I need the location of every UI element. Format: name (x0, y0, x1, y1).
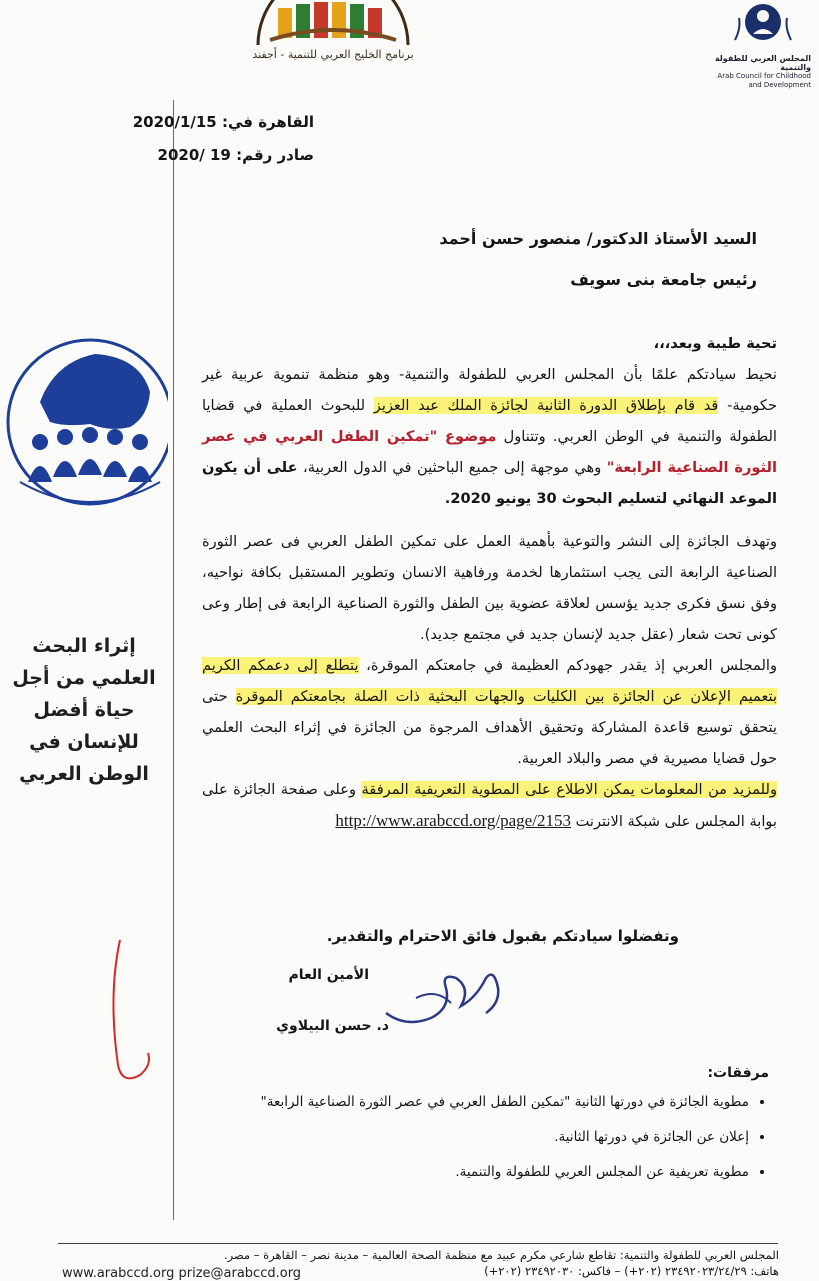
paragraph-request (202, 650, 777, 774)
prize-slogan: إثراء البحث العلمي من أجل حياة أفضل للإنسان في الوطن العربي (12, 635, 156, 785)
recipient-name: السيد الأستاذ الدكتور/ منصور حسن أحمد (439, 229, 757, 248)
attachment-item: • إعلان عن الجائزة في دورتها الثانية. (169, 1128, 749, 1146)
agfund-caption: برنامج الخليج العربي للتنمية - أجفند (252, 48, 414, 61)
p4-highlight: وللمزيد من المعلومات يمكن الاطلاع على المطوية التعريفية المرفقة (361, 781, 778, 798)
reference-value: 2020/ 19 (157, 146, 231, 164)
footer-divider (58, 1243, 778, 1244)
red-pen-mark (100, 935, 170, 1095)
p1-highlight: قد قام بإطلاق الدورة الثانية لجائزة الملك عبد العزيز (373, 397, 719, 414)
prize-page-link[interactable]: http://www.arabccd.org/page/2153 (335, 811, 571, 830)
p1-topic: "تمكين الطفل العربي في عصر الثورة الصناعية الرابعة" (202, 428, 777, 476)
reference-row (158, 146, 314, 164)
p1-context: للبحوث العملية في قضايا الطفولة والتنمية في الوطن العربي. وتتناول (202, 397, 777, 445)
p1-deadline: على أن يكون الموعد النهائي لتسليم البحوث 30 يونيو 2020. (202, 459, 777, 507)
paragraph-goals: وتهدف الجائزة إلى النشر والتوعية بأهمية العمل على تمكين الطفل العربي فى عصر الثورة الصناعية الرابعة التى يجب استثمارها لخدمة ورفاهية الانسان وتطوير المستقبل بكافة نواحيه، وفق نسق فكرى جديد يؤسس لعلاقة عضوية بين الطفل والثورة الصناعية الرابعة فى إطار وعى كونى تحت شعار (عقل جديد لإنسان جديد في مجتمع جديد). (202, 533, 777, 643)
council-logo-text (711, 54, 811, 90)
footer-phone: هاتف: ٢٣٤٩٢٠٢٣/٢٤/٢٩ (٢٠٢+) – فاكس: ٢٣٤٩٢٠٣٠ (٢٠٢+) (484, 1264, 779, 1278)
council-logo-subtitle: Arab Council for Childhood and Development (717, 72, 811, 89)
handwritten-signature (376, 958, 516, 1038)
footer-address: المجلس العربي للطفولة والتنمية: تقاطع شارعي مكرم عبيد مع منظمة الصحة العالمية – مدينة نصر – القاهرة – مصر. (223, 1248, 779, 1262)
p3-highlight: يتطلع إلى دعمكم الكريم بتعميم الإعلان عن الجائزة بين الكليات والجهات البحثية ذات الصلة بجامعتكم الموقرة (202, 657, 778, 705)
closing-line: وتفضلوا سيادتكم بقبول فائق الاحترام والتقدير. (326, 927, 679, 945)
margin-divider (173, 100, 174, 1220)
letter-body (202, 328, 777, 837)
reference-label: صادر رقم: (236, 146, 314, 164)
recipient-title: رئيس جامعة بنى سويف (570, 270, 757, 289)
date-value: 2020/1/15 (132, 113, 217, 131)
signatory-name: د. حسن البيلاوي (276, 1018, 389, 1034)
greeting: تحية طيبة وبعد،،، (653, 335, 777, 352)
attachment-item: • مطوية الجائزة في دورتها الثانية "تمكين الطفل العربي في عصر الثورة الصناعية الرابعة" (169, 1093, 749, 1111)
date-label: القاهرة في: (221, 113, 314, 131)
p4-text: وعلى صفحة الجائزة على بوابة المجلس على شبكة الانترنت (202, 781, 777, 830)
council-logo-title: المجلس العربي للطفولة والتنمية (714, 54, 811, 72)
council-emblem-icon (727, 0, 799, 56)
p3-outcome: حتى يتحقق توسيع قاعدة المشاركة وتحقيق الأهداف المرجوة من الجائزة في إثراء البحث العلمي حول قضايا مصيرية في مصر والبلاد العربية. (202, 688, 777, 767)
date-row (133, 113, 314, 131)
attachments-title: مرفقات: (707, 1065, 769, 1081)
p1-intro: نحيط سيادتكم علمًا بأن المجلس العربي للطفولة والتنمية- وهو منظمة تنموية عربية غير حكومية- (202, 366, 778, 414)
attachments-list (169, 1093, 769, 1198)
prize-emblem-icon (0, 332, 168, 537)
paragraph-more-info (202, 774, 777, 837)
p3-intro: والمجلس العربي إذ يقدر جهودكم العظيمة في جامعتكم الموقرة، (358, 657, 778, 674)
p1-topic-label: موضوع (444, 428, 497, 445)
p1-audience: وهي موجهة إلى جميع الباحثين في الدول العربية، (297, 459, 607, 476)
king-abdulaziz-prize-logo (0, 332, 168, 537)
signatory-title: الأمين العام (288, 967, 369, 983)
paragraph-announcement (202, 359, 777, 514)
attachment-item: • مطوية تعريفية عن المجلس العربي للطفولة والتنمية. (169, 1163, 749, 1181)
footer-web-email: www.arabccd.org prize@arabccd.org (62, 1266, 302, 1281)
